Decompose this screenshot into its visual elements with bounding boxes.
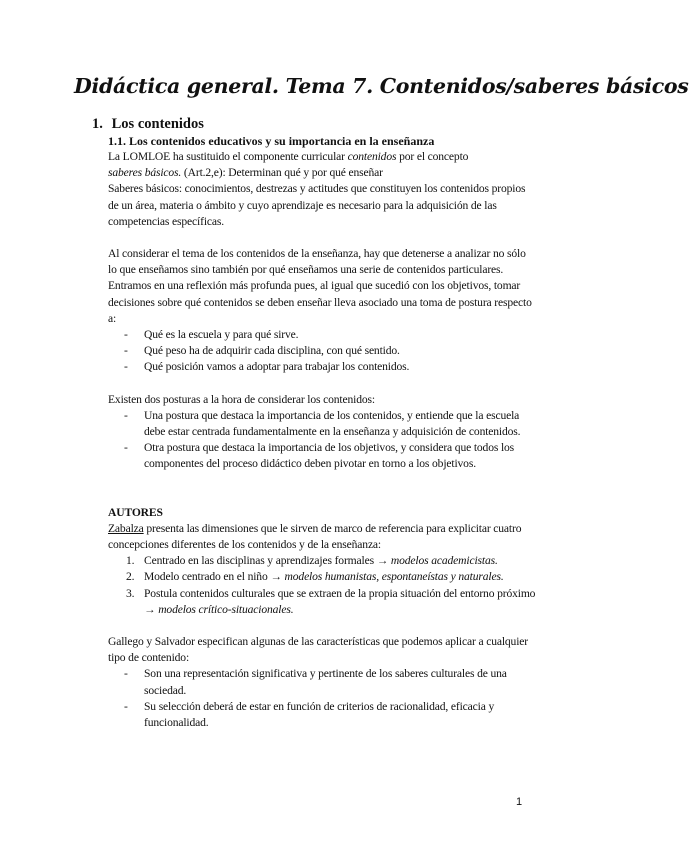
- subsection-heading: [108, 134, 434, 149]
- list-item: - Qué posición vamos a adoptar para trabajar los contenidos.: [108, 359, 536, 375]
- spacer: [108, 230, 536, 246]
- subsection-title: Los contenidos educativos y su importancia en la enseñanza: [129, 134, 435, 148]
- lomloe-paragraph: [108, 149, 536, 181]
- spacer: [108, 473, 536, 505]
- postura-questions-list: [108, 327, 536, 376]
- list-item: [108, 586, 536, 618]
- document-body: [108, 149, 536, 731]
- definition-paragraph: Saberes básicos: conocimientos, destrezas y actitudes que constituyen los contenidos propios de un área, materia o ámbito y cuyo aprendizaje es necesario para la adquisición de las competencias específicas.: [108, 182, 526, 228]
- text-run: Modelo centrado en el niño →: [144, 570, 285, 584]
- text-run: Centrado en las disciplinas y aprendizajes formales →: [144, 554, 391, 568]
- emphasis-contenidos: contenidos: [347, 150, 397, 163]
- concepciones-list: [108, 553, 536, 618]
- section-number: 1.: [92, 116, 103, 132]
- list-item: - Una postura que destaca la importancia de los contenidos, y entiende que la escuela debe estar centrada fundamentalmente en la enseñanza y adquisición de contenidos.: [108, 408, 536, 440]
- posturas-paragraph: Existen dos posturas a la hora de considerar los contenidos:: [108, 392, 375, 406]
- section-heading: [92, 116, 204, 133]
- list-item: - Son una representación significativa y pertinente de los saberes culturales de una sociedad.: [108, 666, 536, 698]
- spacer: [108, 376, 536, 392]
- emphasis-saberes-basicos: saberes básicos.: [108, 166, 182, 180]
- author-zabalza: Zabalza: [108, 521, 144, 535]
- autores-heading: AUTORES: [108, 505, 163, 519]
- list-item: [108, 569, 536, 585]
- list-item: - Otra postura que destaca la importancia de los objetivos, y considera que todos los componentes del proceso didáctico deben pivotar en torno a los objetivos.: [108, 440, 536, 472]
- document-title: Didáctica general. Tema 7. Contenidos/saberes básicos: [74, 74, 689, 98]
- section-title: Los contenidos: [111, 116, 204, 132]
- text-run: Postula contenidos culturales que se extraen de la propia situación del entorno próximo →: [144, 586, 536, 616]
- text-run: (Art.2,e): Determinan qué y por qué enseñar: [181, 166, 383, 180]
- contenidos-paragraph: Al considerar el tema de los contenidos de la enseñanza, hay que detenerse a analizar no sólo lo que enseñamos sino también por qué enseñamos una serie de contenidos particulares. Entramos en una reflexión más profunda pues, al igual que sucedió con los objetivos, tomar decisiones sobre qué contenidos se deben enseñar lleva asociado una toma de postura respecto a:: [108, 247, 532, 325]
- list-number: 3.: [126, 586, 135, 600]
- zabalza-paragraph: [108, 521, 536, 553]
- emphasis: modelos crítico-situacionales.: [158, 602, 294, 616]
- spacer: [108, 618, 536, 634]
- text-run: La LOMLOE ha sustituido el componente curricular: [108, 150, 348, 163]
- subsection-number: 1.1.: [108, 134, 126, 148]
- list-number: 2.: [126, 570, 135, 584]
- gallego-paragraph: Gallego y Salvador especifican algunas de las características que podemos aplicar a cualquier tipo de contenido:: [108, 635, 528, 665]
- caracteristicas-list: [108, 666, 536, 731]
- list-number: 1.: [126, 554, 135, 568]
- text-run: por el concepto: [396, 150, 469, 163]
- list-item: - Qué peso ha de adquirir cada disciplina, con qué sentido.: [108, 343, 536, 359]
- list-item: [108, 553, 536, 569]
- posturas-list: [108, 408, 536, 473]
- text-run: presenta las dimensiones que le sirven de marco de referencia para explicitar cuatro concepciones diferentes de los contenidos y de la enseñanza:: [108, 521, 522, 552]
- list-item: - Su selección deberá de estar en función de criterios de racionalidad, eficacia y funcionalidad.: [108, 699, 536, 731]
- list-item: - Qué es la escuela y para qué sirve.: [108, 327, 536, 343]
- page-number: 1: [516, 796, 523, 808]
- emphasis: modelos humanistas, espontaneístas y naturales.: [284, 570, 504, 584]
- emphasis: modelos academicistas.: [390, 554, 498, 568]
